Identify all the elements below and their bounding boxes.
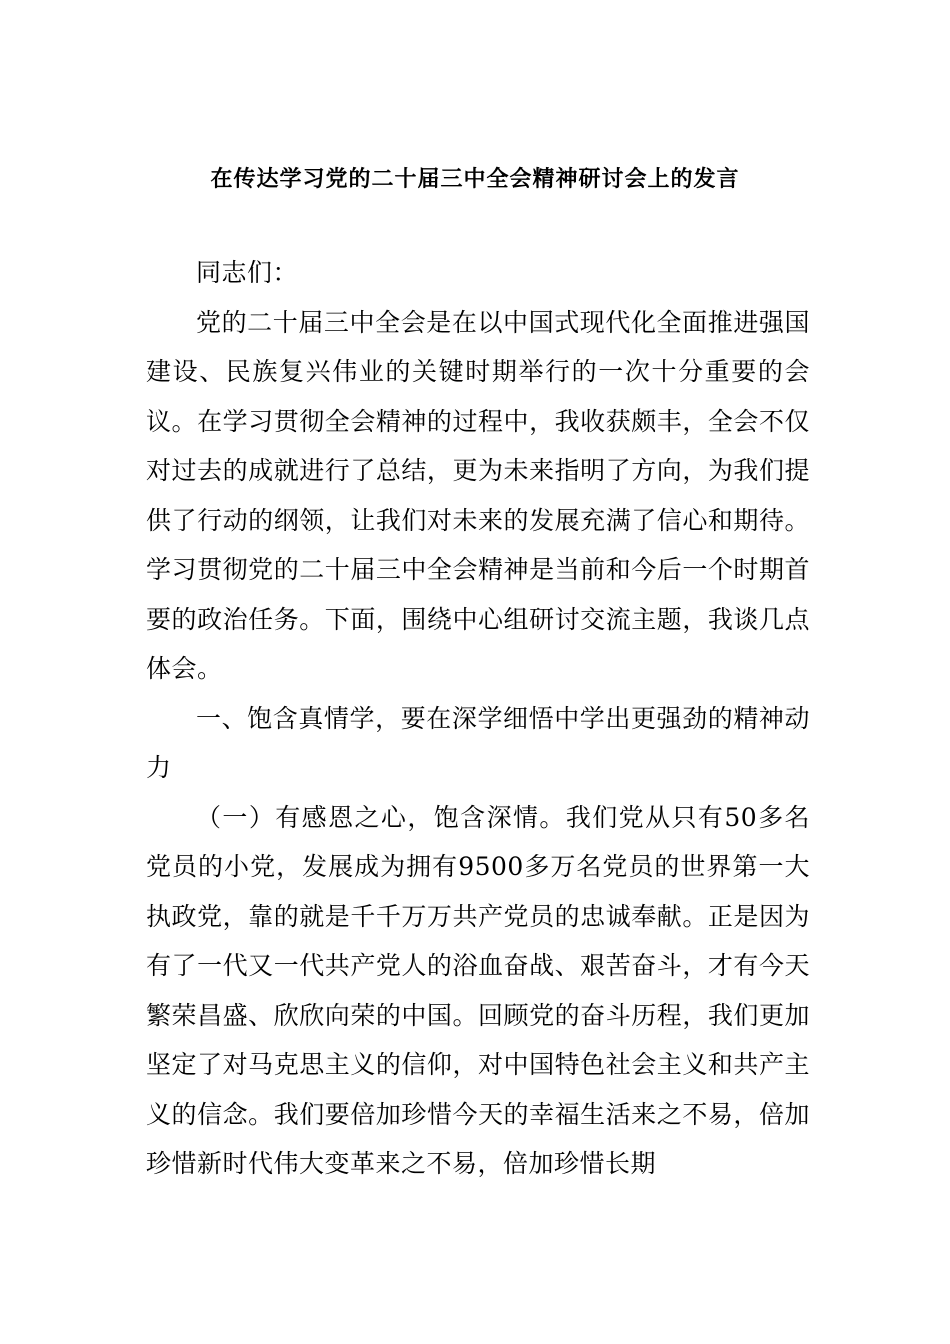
paragraph-intro: 党的二十届三中全会是在以中国式现代化全面推进强国建设、民族复兴伟业的关键时期举行的一次十分重要的会议。在学习贯彻全会精神的过程中，我收获颇丰，全会不仅对过去的成就进行了总结，更为未来指明了方向，为我们提供了行动的纲领，让我们对未来的发展充满了信心和期待。学习贯彻党的二十届三中全会精神是当前和今后一个时期首要的政治任务。下面，围绕中心组研讨交流主题，我谈几点体会。	[146, 307, 810, 683]
paragraph-subsection-1: （一）有感恩之心，饱含深情。我们党从只有50多名党员的小党，发展成为拥有9500多万名党员的世界第一大执政党，靠的就是千千万万共产党员的忠诚奉献。正是因为有了一代又一代共产党人的浴血奋战、艰苦奋斗，才有今天繁荣昌盛、欣欣向荣的中国。回顾党的奋斗历程，我们更加坚定了对马克思主义的信仰，对中国特色社会主义和共产主义的信念。我们要倍加珍惜今天的幸福生活来之不易，倍加珍惜新时代伟大变革来之不易，倍加珍惜长期	[146, 802, 810, 1178]
document-body	[146, 248, 810, 1189]
salutation: 同志们：	[196, 258, 299, 287]
document-title: 在传达学习党的二十届三中全会精神研讨会上的发言	[210, 167, 740, 192]
section-heading-1: 一、饱含真情学，要在深学细悟中学出更强劲的精神动力	[146, 703, 810, 782]
